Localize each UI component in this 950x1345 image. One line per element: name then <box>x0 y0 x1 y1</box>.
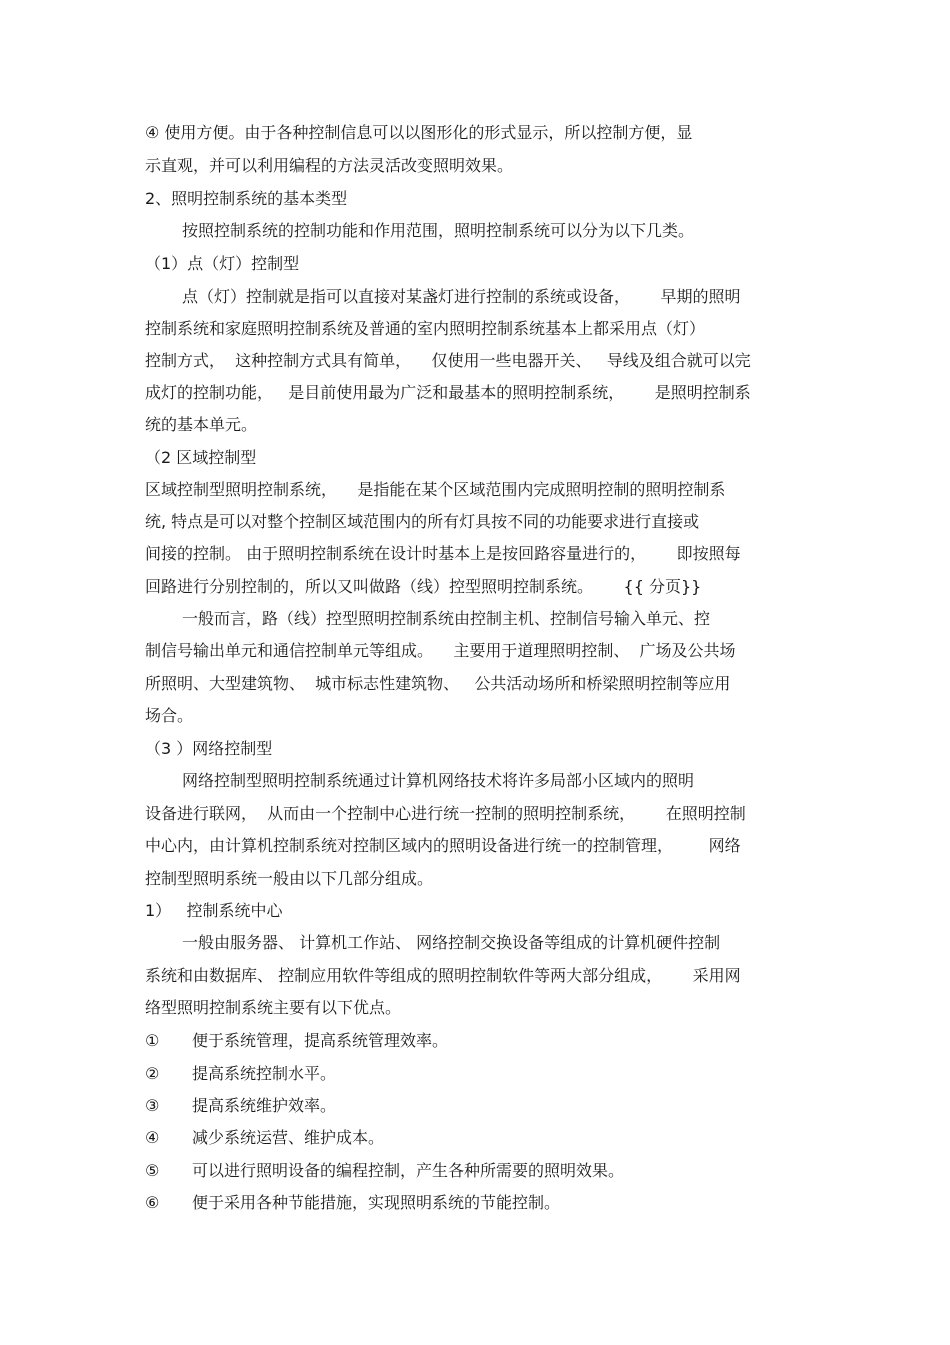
text-line: 统的基本单元。 <box>145 415 258 434</box>
text-line: ④ 使用方便。由于各种控制信息可以以图形化的形式显示，所以控制方便，显 <box>145 123 693 142</box>
text-line: 控制系统和家庭照明控制系统及普通的室内照明控制系统基本上都采用点（灯） <box>145 319 706 338</box>
text-line: 络型照明控制系统主要有以下优点。 <box>145 998 402 1017</box>
list-marker: ③ <box>145 1096 160 1115</box>
list-marker: ⑥ <box>145 1193 160 1212</box>
text-line: 成灯的控制功能， 是目前使用最为广泛和最基本的照明控制系统， 是照明控制系 <box>145 383 751 402</box>
text-line: 控制型照明系统一般由以下几部分组成。 <box>145 869 434 888</box>
text-line: 一般由服务器、 计算机工作站、 网络控制交换设备等组成的计算机硬件控制 <box>182 933 721 952</box>
text-line: 系统和由数据库、 控制应用软件等组成的照明控制软件等两大部分组成， 采用网 <box>145 966 741 985</box>
list-marker: ④ <box>145 1128 160 1147</box>
text-line: 一般而言，路（线）控型照明控制系统由控制主机、控制信号输入单元、控 <box>182 609 711 628</box>
text-line: 统, 特点是可以对整个控制区域范围内的所有灯具按不同的功能要求进行直接或 <box>145 512 700 531</box>
text-line: 所照明、大型建筑物、 城市标志性建筑物、 公共活动场所和桥梁照明控制等应用 <box>145 674 731 693</box>
list-marker: ② <box>145 1064 160 1083</box>
list-marker: ⑤ <box>145 1161 160 1180</box>
list-item: 减少系统运营、维护成本。 <box>192 1128 385 1147</box>
subsection-heading: （3 ）网络控制型 <box>145 739 273 758</box>
subsection-heading: （2 区域控制型 <box>145 448 257 467</box>
text-line: 示直观，并可以利用编程的方法灵活改变照明效果。 <box>145 156 514 175</box>
subsection-heading: 1） 控制系统中心 <box>145 901 283 920</box>
text-line: 点（灯）控制就是指可以直接对某盏灯进行控制的系统或设备， 早期的照明 <box>182 287 741 306</box>
subsection-heading: （1）点（灯）控制型 <box>145 254 300 273</box>
section-heading: 2、照明控制系统的基本类型 <box>145 189 348 208</box>
list-item: 提高系统控制水平。 <box>192 1064 337 1083</box>
text-line: 制信号输出单元和通信控制单元等组成。 主要用于道理照明控制、 广场及公共场 <box>145 641 736 660</box>
text-line: 设备进行联网， 从而由一个控制中心进行统一控制的照明控制系统， 在照明控制 <box>145 804 746 823</box>
text-line: 场合。 <box>145 706 194 725</box>
list-item: 可以进行照明设备的编程控制，产生各种所需要的照明效果。 <box>192 1161 625 1180</box>
list-item: 便于系统管理，提高系统管理效率。 <box>192 1031 449 1050</box>
text-line: 按照控制系统的控制功能和作用范围，照明控制系统可以分为以下几类。 <box>182 221 695 240</box>
list-marker: ① <box>145 1031 160 1050</box>
list-item: 提高系统维护效率。 <box>192 1096 337 1115</box>
text-line: 网络控制型照明控制系统通过计算机网络技术将许多局部小区域内的照明 <box>182 771 695 790</box>
text-line: 区域控制型照明控制系统， 是指能在某个区域范围内完成照明控制的照明控制系 <box>145 480 726 499</box>
text-line: 回路进行分别控制的，所以又叫做路（线）控型照明控制系统。 {{ 分页}} <box>145 577 702 596</box>
text-line: 控制方式， 这种控制方式具有简单， 仅使用一些电器开关、 导线及组合就可以完 <box>145 351 751 370</box>
list-item: 便于采用各种节能措施，实现照明系统的节能控制。 <box>192 1193 561 1212</box>
text-line: 中心内，由计算机控制系统对控制区域内的照明设备进行统一的控制管理， 网络 <box>145 836 741 855</box>
text-line: 间接的控制。 由于照明控制系统在设计时基本上是按回路容量进行的， 即按照每 <box>145 544 741 563</box>
